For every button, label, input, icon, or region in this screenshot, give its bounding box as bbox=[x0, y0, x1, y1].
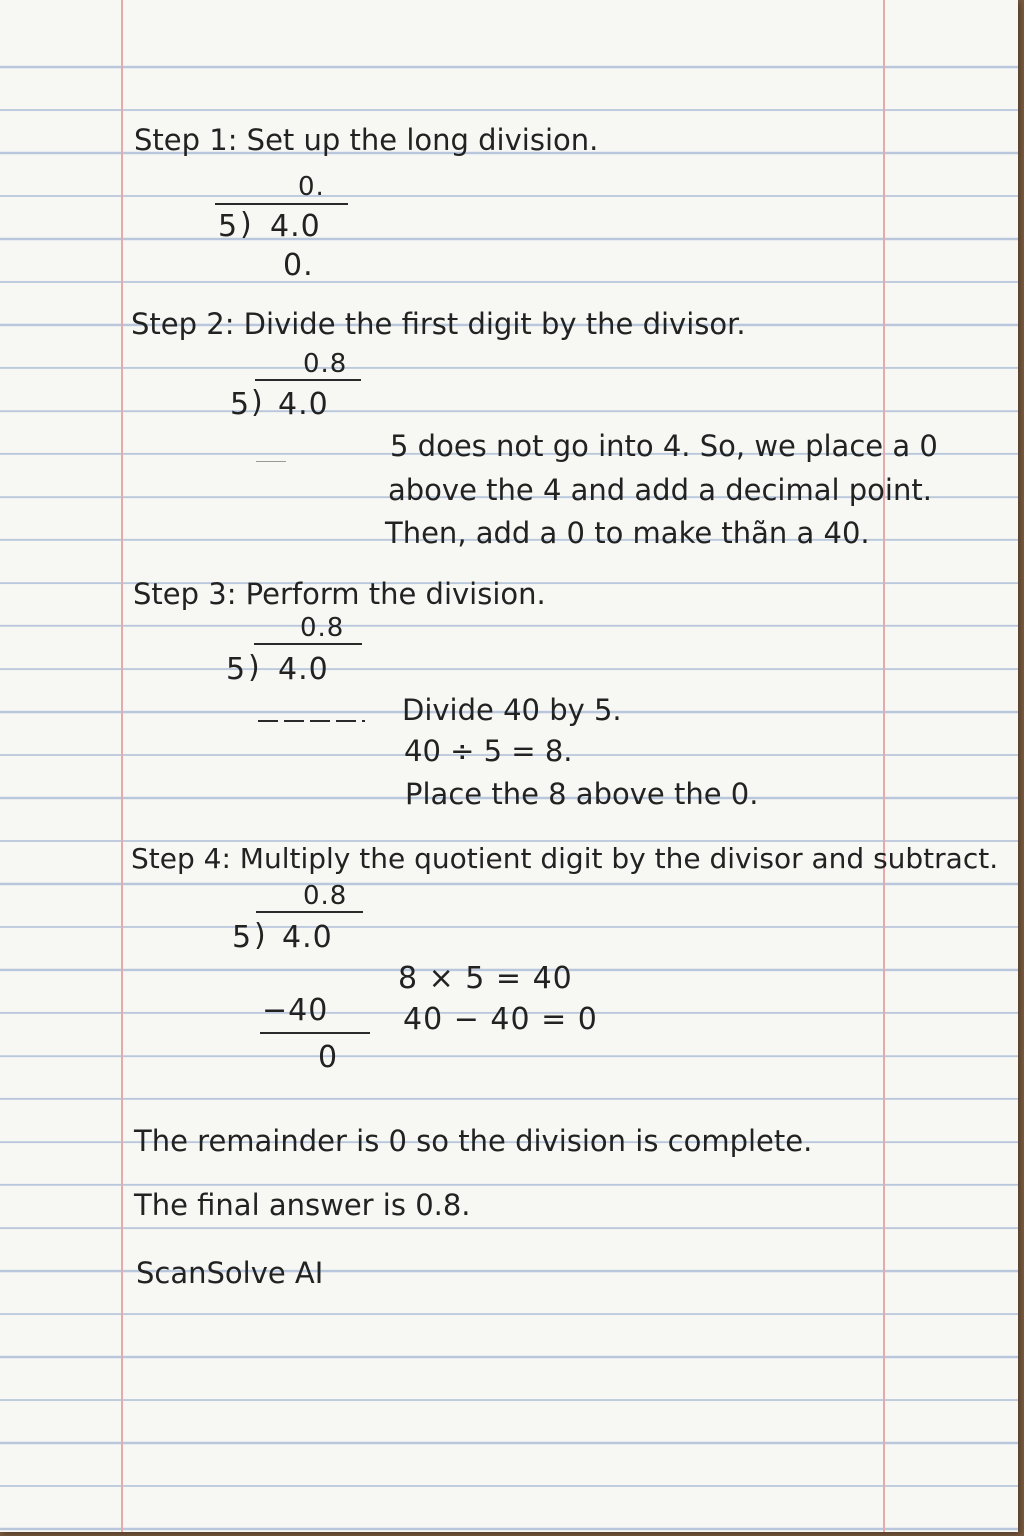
step1-below: 0. bbox=[283, 248, 314, 283]
step2-division-bar bbox=[255, 379, 361, 381]
step3-quotient: 0.8 bbox=[300, 613, 345, 643]
step4-division-bar bbox=[256, 911, 363, 913]
step4-subtract-value: −40 bbox=[262, 993, 329, 1028]
step3-title: Step 3: Perform the division. bbox=[133, 577, 546, 611]
step1-dividend: 4.0 bbox=[270, 209, 321, 244]
step1-title: Step 1: Set up the long division. bbox=[134, 123, 599, 157]
step4-dividend: 4.0 bbox=[282, 920, 333, 955]
right-margin-line bbox=[883, 0, 885, 1532]
step2-title: Step 2: Divide the first digit by the divisor. bbox=[131, 307, 746, 341]
step2-work-stroke bbox=[256, 461, 286, 462]
step1-quotient: 0. bbox=[298, 172, 325, 202]
step3-note-2: 40 ÷ 5 = 8. bbox=[404, 734, 573, 768]
step2-dividend: 4.0 bbox=[278, 387, 329, 422]
step2-division-bracket: ) bbox=[251, 385, 263, 420]
step4-remainder: 0 bbox=[318, 1040, 339, 1075]
step1-division-bar bbox=[215, 203, 348, 205]
step3-dividend: 4.0 bbox=[278, 652, 329, 687]
step3-note-3: Place the 8 above the 0. bbox=[405, 777, 759, 811]
step4-title: Step 4: Multiply the quotient digit by the divisor and subtract. bbox=[131, 842, 999, 875]
step3-division-bar bbox=[254, 643, 362, 645]
step4-divisor: 5 bbox=[232, 920, 253, 955]
signature: ScanSolve AI bbox=[136, 1256, 324, 1290]
step4-note-1: 8 × 5 = 40 bbox=[398, 961, 573, 996]
final-answer: The final answer is 0.8. bbox=[134, 1188, 471, 1222]
step2-note-2: above the 4 and add a decimal point. bbox=[388, 473, 932, 507]
remainder-statement: The remainder is 0 so the division is complete. bbox=[134, 1124, 813, 1158]
step3-work-dashes bbox=[258, 720, 365, 722]
step2-note-1: 5 does not go into 4. So, we place a 0 bbox=[390, 429, 938, 463]
step3-division-bracket: ) bbox=[248, 650, 260, 685]
step4-quotient: 0.8 bbox=[303, 881, 348, 911]
step3-divisor: 5 bbox=[226, 652, 247, 687]
step4-subtract-bar bbox=[260, 1032, 370, 1034]
step2-quotient: 0.8 bbox=[303, 349, 348, 379]
step4-note-2: 40 − 40 = 0 bbox=[403, 1002, 598, 1037]
step1-divisor: 5 bbox=[218, 209, 239, 244]
step3-note-1: Divide 40 by 5. bbox=[402, 693, 622, 727]
left-margin-line bbox=[121, 0, 123, 1532]
step2-note-3: Then, add a 0 to make thãn a 40. bbox=[385, 516, 870, 550]
step2-divisor: 5 bbox=[230, 387, 251, 422]
step1-division-bracket: ) bbox=[240, 207, 252, 242]
step4-division-bracket: ) bbox=[254, 918, 266, 953]
